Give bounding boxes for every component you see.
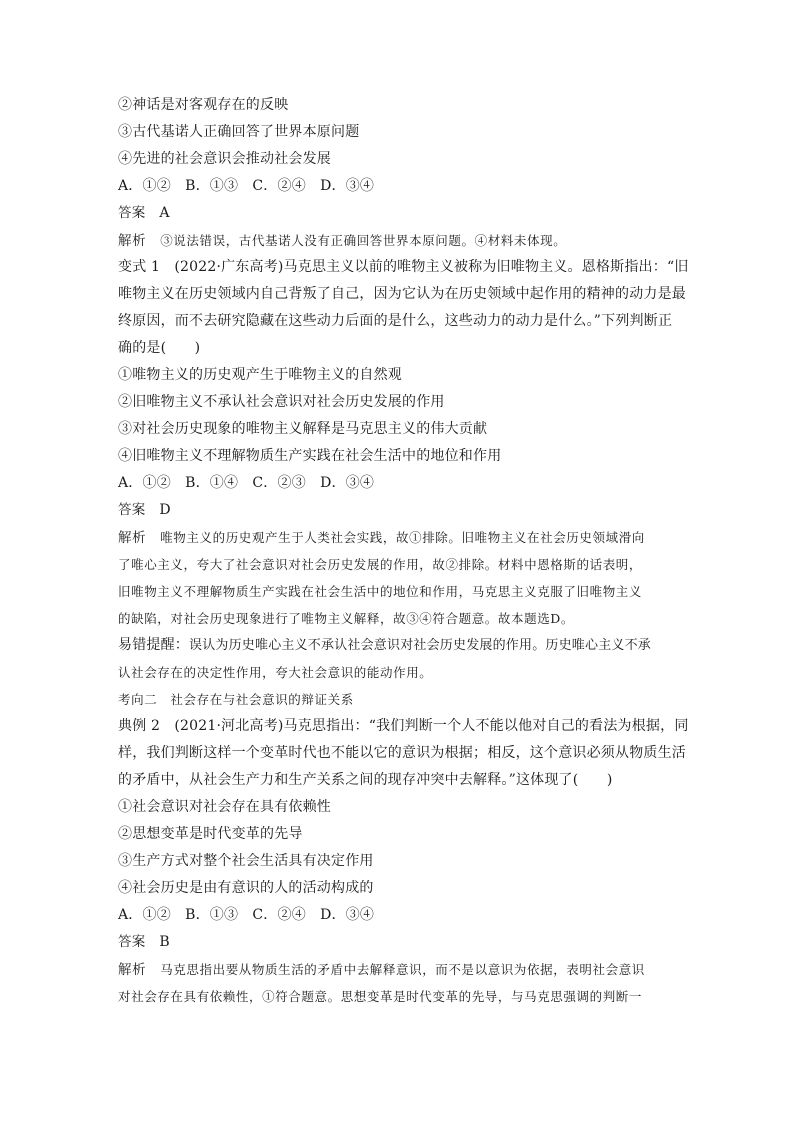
v1-analysis-line: 的缺陷，对社会历史现象进行了唯物主义解释，故③④符合题意。故本题选D。 xyxy=(118,611,575,626)
document-page xyxy=(118,92,689,1010)
analysis-text: 唯物主义的历史观产生于人类社会实践，故①排除。旧唯物主义在社会历史领域滑向 xyxy=(160,530,645,545)
ex2-statement-3: ③生产方式对整个社会生活具有决定作用 xyxy=(118,853,374,869)
v1-options: A．①② B．①④ C．②③ D．③④ xyxy=(118,475,375,491)
section-heading: 考向二 社会存在与社会意识的辩证关系 xyxy=(118,692,354,707)
v1-analysis-line xyxy=(118,524,684,551)
ex2-stem-line: 样，我们判断这样一个变革时代也不能以它的意识为根据；相反，这个意识必须从物质生活 xyxy=(118,745,686,761)
v1-tip-line: 认社会存在的决定性作用，夸大社会意识的能动作用。 xyxy=(118,665,433,680)
answer-label: 答案 xyxy=(118,934,146,950)
v1-stem-line: 变式 1 (2022·广东高考)马克思主义以前的唯物主义被称为旧唯物主义。恩格斯指出：“旧 xyxy=(118,259,689,275)
tip-text: 误认为历史唯心主义不承认社会意识对社会历史发展的作用。历史唯心主义不承 xyxy=(189,638,652,653)
answer-value: A xyxy=(159,205,170,221)
v1-statement-3: ③对社会历史现象的唯物主义解释是马克思主义的伟大贡献 xyxy=(118,421,488,437)
v1-statement-4: ④旧唯物主义不理解物质生产实践在社会生活中的地位和作用 xyxy=(118,448,502,464)
ex2-statement-2: ②思想变革是时代变革的先导 xyxy=(118,826,303,842)
q1-answer xyxy=(118,200,684,227)
ex2-analysis-line xyxy=(118,956,684,983)
analysis-text: 马克思指出要从物质生活的矛盾中去解释意识，而不是以意识为依据，表明社会意识 xyxy=(160,962,645,977)
ex2-stem-line: 的矛盾中，从社会生产力和生产关系之间的现存冲突中去解释。”这体现了( ) xyxy=(118,772,613,788)
v1-tip-line xyxy=(118,632,684,659)
v1-stem-line: 唯物主义在历史领域内自己背叛了自己，因为它认为在历史领域中起作用的精神的动力是最 xyxy=(118,286,686,302)
answer-label: 答案 xyxy=(118,205,146,221)
q1-statement-4: ④先进的社会意识会推动社会发展 xyxy=(118,151,331,167)
q1-analysis xyxy=(118,227,684,254)
ex2-options: A．①② B．①③ C．②④ D．③④ xyxy=(118,907,375,923)
ex2-statement-1: ①社会意识对社会存在具有依赖性 xyxy=(118,799,331,815)
v1-stem-line: 确的是( ) xyxy=(118,340,201,356)
analysis-label: 解析 xyxy=(118,962,147,978)
analysis-text: ③说法错误，古代基诺人没有正确回答世界本原问题。④材料未体现。 xyxy=(160,233,567,248)
answer-value: D xyxy=(159,502,171,518)
q1-options: A．①② B．①③ C．②④ D．③④ xyxy=(118,178,375,194)
ex2-statement-4: ④社会历史是由有意识的人的活动构成的 xyxy=(118,880,374,896)
analysis-label: 解析 xyxy=(118,233,147,249)
tip-label: 易错提醒： xyxy=(118,637,189,653)
q1-statement-2: ②神话是对客观存在的反映 xyxy=(118,97,289,113)
v1-statement-1: ①唯物主义的历史观产生于唯物主义的自然观 xyxy=(118,367,402,383)
v1-analysis-line: 旧唯物主义不理解物质生产实践在社会生活中的地位和作用，马克思主义克服了旧唯物主义 xyxy=(118,584,643,599)
analysis-label: 解析 xyxy=(118,530,147,546)
q1-statement-3: ③古代基诺人正确回答了世界本原问题 xyxy=(118,124,360,140)
v1-analysis-line: 了唯心主义，夸大了社会意识对社会历史发展的作用，故②排除。材料中恩格斯的话表明， xyxy=(118,557,643,572)
v1-answer xyxy=(118,497,684,524)
answer-label: 答案 xyxy=(118,502,146,518)
v1-statement-2: ②旧唯物主义不承认社会意识对社会历史发展的作用 xyxy=(118,394,445,410)
ex2-stem-line: 典例 2 (2021·河北高考)马克思指出：“我们判断一个人不能以他对自己的看法为根据，同 xyxy=(118,718,689,734)
v1-stem-line: 终原因，而不去研究隐藏在这些动力后面的是什么，这些动力的动力是什么。”下列判断正 xyxy=(118,313,673,329)
answer-value: B xyxy=(159,934,170,950)
ex2-analysis-line: 对社会存在具有依赖性，①符合题意。思想变革是时代变革的先导，与马克思强调的判断一 xyxy=(118,989,643,1004)
ex2-answer xyxy=(118,929,684,956)
